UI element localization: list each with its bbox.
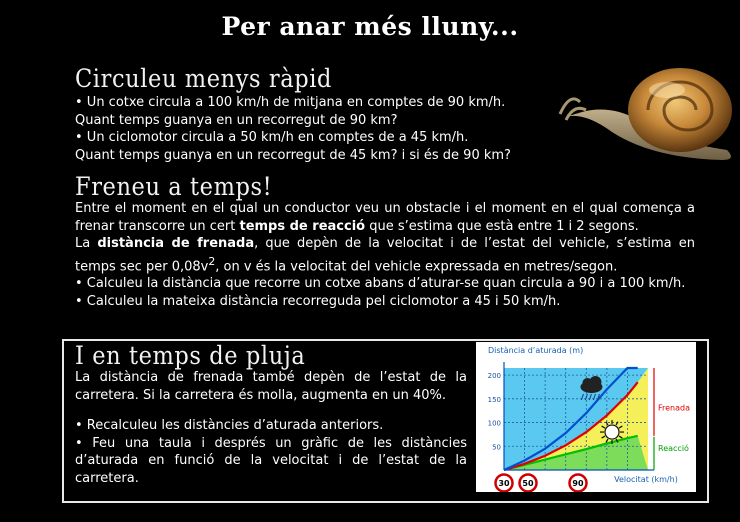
speed-sign-label: 30 xyxy=(498,479,510,488)
paragraph-braking xyxy=(75,235,695,275)
y-tick-label: 100 xyxy=(487,419,501,428)
bullet-item: • Calculeu la mateixa distància recorreguda pel ciclomotor a 45 i 50 km/h. xyxy=(75,293,561,309)
y-tick-label: 200 xyxy=(487,372,501,381)
text-run: , que depèn de la velocitat i de l’estat del vehicle, s’estima en temps sec per 0,08v xyxy=(75,236,695,274)
section-text-slower xyxy=(75,94,555,164)
chart-title: Distància d’aturada (m) xyxy=(488,346,584,355)
sun-icon xyxy=(605,425,619,439)
rain-cloud-icon xyxy=(589,376,601,388)
bullet-item: • Recalculeu les distàncies d’aturada anteriors. xyxy=(75,418,384,433)
page-title: Per anar més lluny... xyxy=(221,12,519,41)
term-reaction-time: temps de reacció xyxy=(239,218,366,234)
x-axis-label: Velocitat (km/h) xyxy=(614,475,678,484)
section-heading-brake: Freneu a temps! xyxy=(75,172,273,201)
y-tick-label: 50 xyxy=(492,443,501,452)
text-line: Quant temps guanya en un recorregut de 90 km? xyxy=(75,112,398,128)
text-line: Quant temps guanya en un recorregut de 45 km? i si és de 90 km? xyxy=(75,147,511,163)
stopping-distance-chart xyxy=(476,342,696,492)
reaction-annotation: Reacció xyxy=(658,444,689,454)
speed-sign-label: 50 xyxy=(522,479,534,488)
paragraph-reaction xyxy=(75,200,695,235)
text-line: • Un cotxe circula a 100 km/h de mitjana en comptes de 90 km/h. xyxy=(75,95,506,110)
term-braking-distance: distància de frenada xyxy=(97,236,255,251)
speed-sign-label: 90 xyxy=(572,479,584,488)
exponent: 2 xyxy=(208,254,216,268)
section-text-brake xyxy=(75,200,695,310)
text-run: , on v és la velocitat del vehicle expressada en metres/segon. xyxy=(215,258,618,274)
section-text-rain xyxy=(75,369,467,487)
text-line: • Un ciclomotor circula a 50 km/h en comptes de a 45 km/h. xyxy=(75,130,469,145)
text-run: que s’estima que està entre 1 i 2 segons. xyxy=(365,218,639,234)
chart-svg xyxy=(476,342,696,492)
y-tick-label: 150 xyxy=(487,395,501,404)
bullet-item: • Feu una taula i després un gràfic de les distàncies d’aturada en funció de la velocitat i de l’estat de la carretera. xyxy=(75,435,467,486)
section-heading-rain: I en temps de pluja xyxy=(75,341,306,370)
braking-annotation: Frenada xyxy=(658,403,691,413)
section-heading-slower: Circuleu menys ràpid xyxy=(75,64,333,93)
snail-image xyxy=(552,62,740,170)
text-run: Entre el moment en el qual un conductor veu un obstacle i el moment en el qual comença a frenar transcorre un cert xyxy=(75,201,695,234)
paragraph-wet-road: La distància de frenada també depèn de l’estat de la carretera. Si la carretera és molla, augmenta en un 40%. xyxy=(75,370,467,403)
bullet-item: • Calculeu la distància que recorre un cotxe abans d’aturar-se quan circula a 90 i a 100 km/h. xyxy=(75,276,686,292)
spacer xyxy=(75,404,467,417)
text-run: La xyxy=(75,236,98,251)
